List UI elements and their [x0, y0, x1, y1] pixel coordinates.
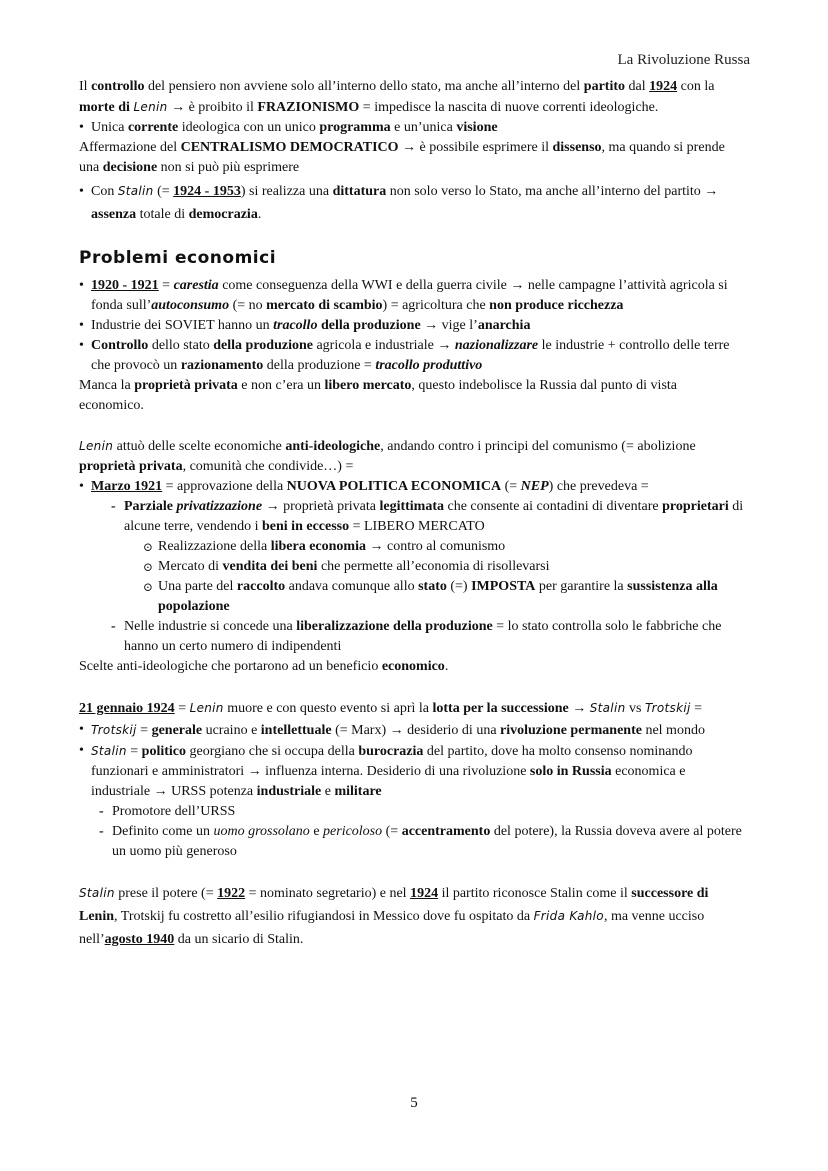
list-item: • Industrie dei SOVIET hanno un tracollo della produzione → vige l’anarchia: [79, 316, 745, 336]
list-item: - Definito come un uomo grossolano e pericoloso (= accentramento del potere), la Russia doveva avere al potere un uomo più generoso: [99, 822, 745, 862]
list-item: ⊙ Realizzazione della libera economia → contro al comunismo: [143, 537, 745, 557]
list-item: • Stalin = politico georgiano che si occupa della burocrazia del partito, dove ha molto consenso nominando funzionari e amministratori → influenza interna. Desiderio di una rivoluzione solo in Russia economica e industriale → URSS potenza industriale e militare - Promotore dell’URSS - Definito come un uomo grossolano e pericoloso (= accentramento del potere), la Russia doveva avere al potere un uomo più generoso: [79, 741, 745, 862]
circle-list: [143, 537, 745, 617]
list-item: • Trotskij = generale ucraino e intellettuale (= Marx) → desiderio di una rivoluzione permanente nel mondo: [79, 720, 745, 741]
section-heading: Problemi economici: [79, 248, 277, 268]
dash-list: [99, 802, 745, 862]
handwritten-name: Lenin: [189, 701, 224, 715]
bullet-list: [79, 477, 745, 657]
bullet-list: [79, 180, 745, 226]
paragraph-lenin-nep: Lenin attuò delle scelte economiche anti-ideologiche, andando contro i principi del comunismo (= abolizione proprietà privata, comunità che condivide…) =: [79, 439, 696, 474]
handwritten-name: Lenin: [79, 439, 114, 453]
paragraph-centralismo: Affermazione del CENTRALISMO DEMOCRATICO → è possibile esprimere il dissenso, ma quando si prende una decisione non si può più esprimere: [79, 140, 725, 175]
paragraph-mercato: Manca la proprietà privata e non c’era un libero mercato, questo indebolisce la Russia dal punto di vista economico.: [79, 378, 677, 413]
list-item: - Nelle industrie si concede una liberalizzazione della produzione = lo stato controlla solo le fabbriche che hanno un certo numero di indipendenti: [111, 617, 745, 657]
list-item: • Marzo 1921 = approvazione della NUOVA POLITICA ECONOMICA (= NEP) che prevedeva = - Parziale privatizzazione → proprietà privata legittimata che consente ai contadini di diventare proprietari di alcune terre, vendendo i beni in eccesso = LIBERO MERCATO ⊙ Realizzazione della libera economia → contro al comunismo ⊙ Mercato di vendita dei beni che permette all’economia di risollevarsi ⊙ Una parte del raccolto andava comunque allo stato (=) IMPOSTA per garantire la sussistenza alla popolazione - Nelle industrie si concede una liberalizzazione della produzione = lo stato controlla solo le fabbriche che hanno un certo numero di indipendenti: [79, 477, 745, 657]
bullet-list: [79, 720, 745, 862]
paragraph-stalin-potere: Stalin prese il potere (= 1922 = nominato segretario) e nel 1924 il partito riconosce Stalin come il successore di Lenin, Trotskij fu costretto all’esilio rifugiandosi in Messico dove fu ospitato da Frida Kahlo, ma venne ucciso nell’agosto 1940 da un sicario di Stalin.: [79, 886, 709, 947]
list-item: ⊙ Mercato di vendita dei beni che permette all’economia di risollevarsi: [143, 557, 745, 577]
paragraph-frazionismo: Il controllo del pensiero non avviene solo all’interno dello stato, ma anche all’interno del partito dal 1924 con la morte di Lenin → è proibito il FRAZIONISMO = impedisce la nascita di nuove correnti ideologiche.: [79, 79, 715, 115]
list-item: • Con Stalin (= 1924 - 1953) si realizza una dittatura non solo verso lo Stato, ma anche all’interno del partito → assenza totale di democrazia.: [79, 180, 745, 226]
bullet-list: [79, 276, 745, 376]
list-item: • 1920 - 1921 = carestia come conseguenza della WWI e della guerra civile → nelle campagne l’attività agricola si fonda sull’autoconsumo (= no mercato di scambio) = agricoltura che non produce ricchezza: [79, 276, 745, 316]
handwritten-name: Trotskij: [644, 701, 691, 715]
handwritten-name: Frida Kahlo: [533, 909, 604, 923]
page-number: 5: [410, 1095, 418, 1111]
handwritten-name: Lenin: [133, 100, 168, 114]
handwritten-name: Stalin: [117, 184, 154, 198]
dash-list: [111, 497, 745, 657]
handwritten-name: Trotskij: [91, 723, 137, 737]
list-item: • Unica corrente ideologica con un unico programma e un’unica visione: [79, 118, 745, 138]
page-body: [79, 77, 745, 951]
list-item: - Promotore dell’URSS: [99, 802, 745, 822]
list-item: - Parziale privatizzazione → proprietà privata legittimata che consente ai contadini di diventare proprietari di alcune terre, vendendo i beni in eccesso = LIBERO MERCATO ⊙ Realizzazione della libera economia → contro al comunismo ⊙ Mercato di vendita dei beni che permette all’economia di risollevarsi ⊙ Una parte del raccolto andava comunque allo stato (=) IMPOSTA per garantire la sussistenza alla popolazione: [111, 497, 745, 617]
paragraph-successione: 21 gennaio 1924 = Lenin muore e con questo evento si aprì la lotta per la successione → Stalin vs Trotskij =: [79, 701, 702, 716]
list-item: • Controllo dello stato della produzione agricola e industriale → nazionalizzare le industrie + controllo delle terre che provocò un razionamento della produzione = tracollo produttivo: [79, 336, 745, 376]
list-item: ⊙ Una parte del raccolto andava comunque allo stato (=) IMPOSTA per garantire la sussistenza alla popolazione: [143, 577, 745, 617]
paragraph-scelte: Scelte anti-ideologiche che portarono ad un beneficio economico.: [79, 659, 449, 674]
handwritten-name: Stalin: [91, 744, 127, 758]
handwritten-name: Stalin: [589, 701, 626, 715]
running-header: La Rivoluzione Russa: [617, 52, 750, 68]
bullet-list: [79, 118, 745, 138]
handwritten-name: Stalin: [79, 886, 115, 900]
